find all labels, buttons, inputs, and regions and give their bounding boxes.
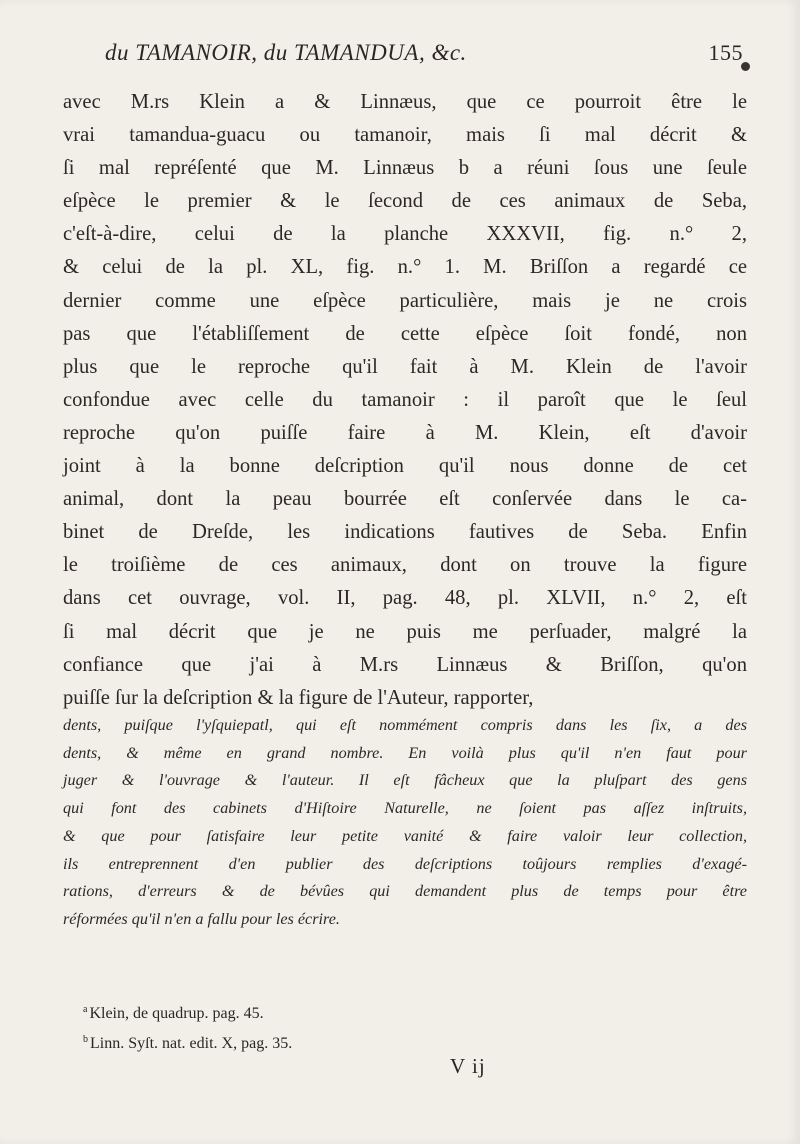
main-text xyxy=(63,86,747,715)
text-line: le troiſième de ces animaux, dont on trouve la figure xyxy=(63,554,747,577)
footnote-mark: a xyxy=(83,1004,88,1015)
footnote-line: juger & l'ouvrage & l'auteur. Il eſt fâcheux que la pluſpart des gens xyxy=(63,771,747,790)
running-title: du TAMANOIR, du TAMANDUA, &c. xyxy=(105,40,467,65)
text-line: ſi mal décrit que je ne puis me perſuader, malgré la xyxy=(63,620,747,643)
text-line: dernier comme une eſpèce particulière, mais je ne crois xyxy=(63,289,747,312)
text-line: animal, dont la peau bourrée eſt conſervée dans le ca- xyxy=(63,488,747,511)
text-line: binet de Dreſde, les indications fautives de Seba. Enfin xyxy=(63,521,747,544)
text-line: eſpèce le premier & le ſecond de ces animaux de Seba, xyxy=(63,190,747,213)
text-line: ſi mal repréſenté que M. Linnæus b a réuni ſous une ſeule xyxy=(63,157,747,180)
text-line: confondue avec celle du tamanoir : il paroît que le ſeul xyxy=(63,388,747,411)
text-line: pas que l'établiſſement de cette eſpèce ſoit fondé, non xyxy=(63,322,747,345)
text-line: avec M.rs Klein a & Linnæus, que ce pourroit être le xyxy=(63,91,747,113)
footnote-text: Linn. Syſt. nat. edit. X, pag. 35. xyxy=(90,1035,293,1052)
text-line: & celui de la pl. XL, fig. n.° 1. M. Briſſon a regardé ce xyxy=(63,256,747,279)
footnote-continuation xyxy=(63,712,747,934)
footnote-line: ils entreprennent d'en publier des deſcriptions toûjours remplies d'exagé- xyxy=(63,854,747,873)
text-line: joint à la bonne deſcription qu'il nous donne de cet xyxy=(63,455,747,478)
footnote-a xyxy=(83,997,743,1027)
footnote-line: dents, puiſque l'yſquiepatl, qui eſt nommément compris dans les ſix, a des xyxy=(63,716,747,734)
footnote-line: qui font des cabinets d'Hiſtoire Naturelle, ne ſoient pas aſſez inſtruits, xyxy=(63,799,747,818)
footnote-b xyxy=(83,1027,743,1057)
page-number: 155 xyxy=(708,40,743,65)
footnote-line: réformées qu'il n'en a fallu pour les écrire. xyxy=(63,909,340,928)
footnote-text: Klein, de quadrup. pag. 45. xyxy=(89,1005,264,1022)
footnote-line: & que pour ſatisfaire leur petite vanité & faire valoir leur collection, xyxy=(63,826,747,845)
signature-mark: V ij xyxy=(450,1054,486,1078)
text-line: plus que le reproche qu'il fait à M. Klein de l'avoir xyxy=(63,355,747,378)
footnote-line: rations, d'erreurs & de bévûes qui demandent plus de temps pour être xyxy=(63,882,747,901)
text-line: puiſſe ſur la deſcription & la figure de l'Auteur, rapporter, xyxy=(63,686,534,709)
text-line: dans cet ouvrage, vol. II, pag. 48, pl. XLVII, n.° 2, eſt xyxy=(63,587,747,610)
page-header xyxy=(105,40,755,80)
footnote-line: dents, & même en grand nombre. En voilà plus qu'il n'en faut pour xyxy=(63,743,747,762)
footnotes xyxy=(83,997,743,1057)
footnote-mark: b xyxy=(83,1034,88,1045)
text-line: confiance que j'ai à M.rs Linnæus & Briſſon, qu'on xyxy=(63,653,747,676)
text-line: vrai tamandua-guacu ou tamanoir, mais ſi mal décrit & xyxy=(63,124,747,147)
text-line: reproche qu'on puiſſe faire à M. Klein, eſt d'avoir xyxy=(63,421,747,444)
text-line: c'eſt-à-dire, celui de la planche XXXVII, fig. n.° 2, xyxy=(63,223,747,246)
